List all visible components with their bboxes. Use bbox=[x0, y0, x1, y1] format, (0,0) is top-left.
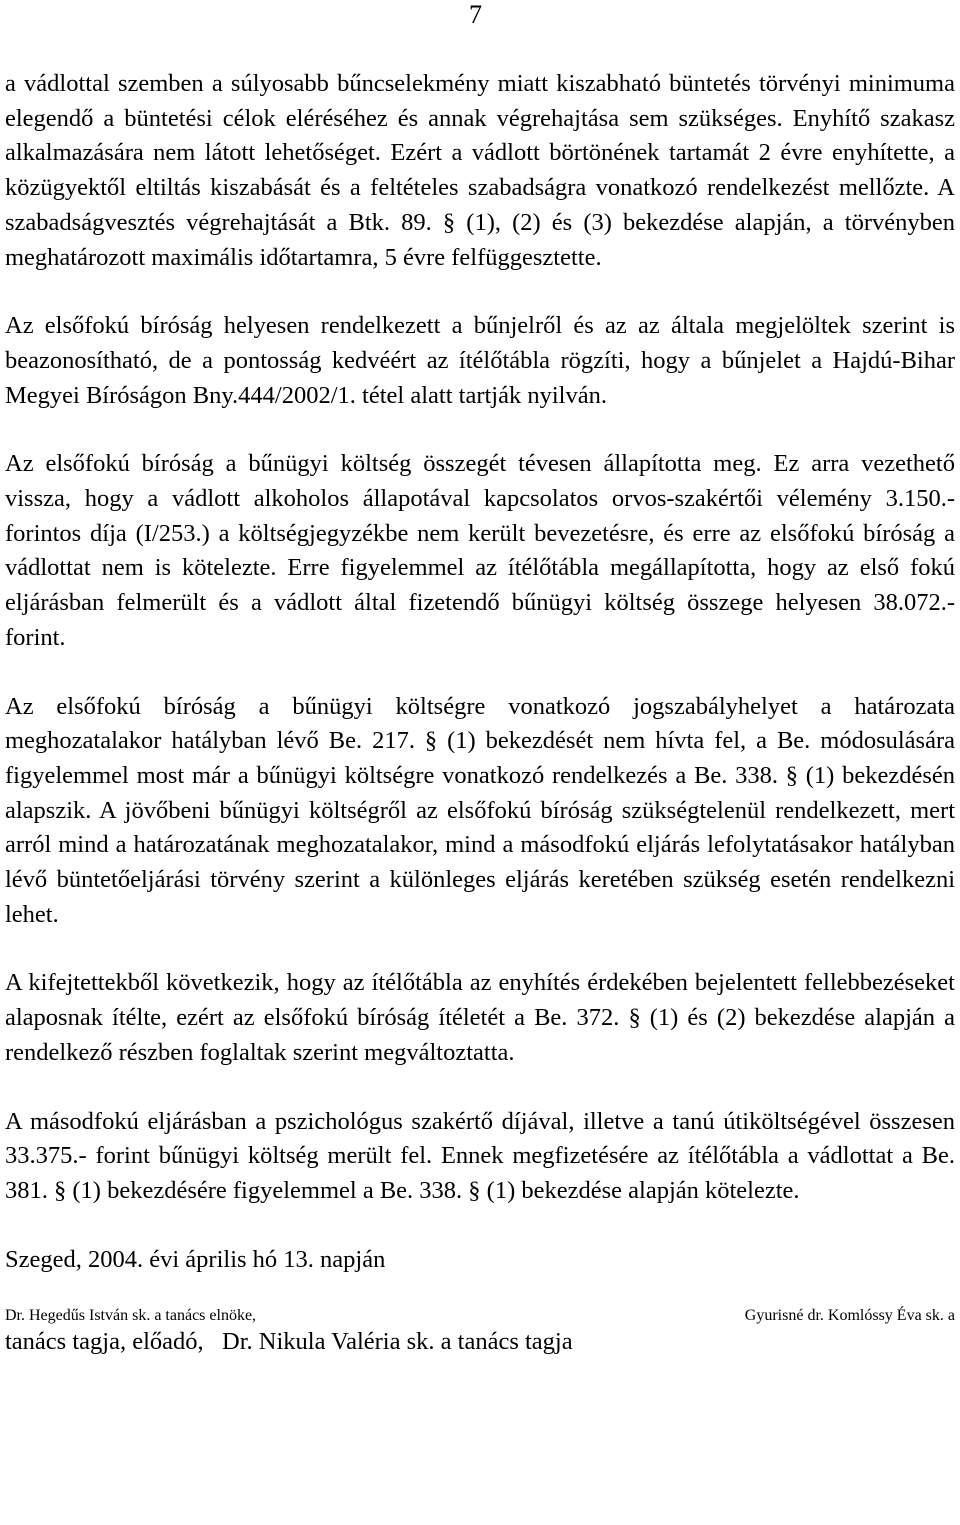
paragraph-evidence: Az elsőfokú bíróság helyesen rendelkezett a bűnjelről és az az általa megjelöltek szerint is beazonosítható, de a pontosság kedvéért az ítélőtábla rögzíti, hogy a bűnjelet a Hajdú-Bihar Megyei Bíróságon Bny.444/2002/1. tétel alatt tartják nyilván. bbox=[5, 312, 955, 409]
paragraph-sentence-reasoning: a vádlottal szemben a súlyosabb bűncselekmény miatt kiszabható büntetés törvényi minimuma elegendő a büntetési célok eléréséhez és annak végrehajtása sem szükséges. Enyhítő szakasz alkalmazására nem látott lehetőséget. Ezért a vádlott börtönének tartamát 2 évre enyhítette, a közügyektől eltiltás kiszabását és a feltételes szabadságra vonatkozó rendelkezést mellőzte. A szabadságvesztés végrehajtását a Btk. 89. § (1), (2) és (3) bekezdése alapján, a törvényben meghatározott maximális időtartamra, 5 évre felfüggesztette. bbox=[5, 70, 955, 271]
paragraph-second-instance-costs: A másodfokú eljárásban a pszichológus szakértő díjával, illetve a tanú útiköltségével összesen 33.375.- forint bűnügyi költség merült fel. Ennek megfizetésére az ítélőtábla a vádlottat a Be. 381. § (1) bekezdésére figyelemmel a Be. 338. § (1) bekezdése alapján kötelezte. bbox=[5, 1107, 955, 1204]
document-body bbox=[5, 67, 955, 1360]
signature-member-judge: Gyurisné dr. Komlóssy Éva sk. a bbox=[744, 1307, 955, 1325]
page-number: 7 bbox=[469, 0, 482, 29]
paragraph-cost-legislation: Az elsőfokú bíróság a bűnügyi költségre vonatkozó jogszabályhelyet a határozata meghozatalakor hatályban lévő Be. 217. § (1) bekezdését nem hívta fel, a Be. módosulására figyelemmel most már a bűnügyi költségre vonatkozó rendelkezés a Be. 338. § (1) bekezdésén alapszik. A jövőbeni bűnügyi költségről az elsőfokú bíróság szükségtelenül rendelkezett, mert arról mind a határozatának meghozatalakor, mind a másodfokú eljárás lefolytatásakor hatályban lévő büntetőeljárási törvény szerint a különleges eljárás keretében szükség esetén rendelkezni lehet. bbox=[5, 692, 955, 928]
signature-line-1 bbox=[5, 1307, 955, 1325]
paragraph-criminal-costs: Az elsőfokú bíróság a bűnügyi költség összegét tévesen állapította meg. Ez arra vezethető vissza, hogy a vádlott alkoholos állapotával kapcsolatos orvos-szakértői vélemény 3.150.- forintos díja (I/253.) a költségjegyzékbe nem került bevezetésre, és erre az elsőfokú bíróság a vádlottat nem is kötelezte. Erre figyelemmel az ítélőtábla megállapította, hogy az első fokú eljárásban felmerült és a vádlott által fizetendő bűnügyi költség összege helyesen 38.072.- forint. bbox=[5, 450, 955, 651]
paragraph-conclusion: A kifejtettekből következik, hogy az ítélőtábla az enyhítés érdekében bejelentett fellebbezéseket alaposnak ítélte, ezért az elsőfokú bíróság ítéletét a Be. 372. § (1) és (2) bekezdése alapján a rendelkező részben foglaltak szerint megváltoztatta. bbox=[5, 969, 955, 1066]
signature-presiding-judge: Dr. Hegedűs István sk. a tanács elnöke, bbox=[5, 1307, 257, 1325]
signature-line-2: tanács tagja, előadó, Dr. Nikula Valéria sk. a tanács tagja bbox=[5, 1328, 573, 1356]
place-and-date: Szeged, 2004. évi április hó 13. napján bbox=[5, 1245, 386, 1273]
